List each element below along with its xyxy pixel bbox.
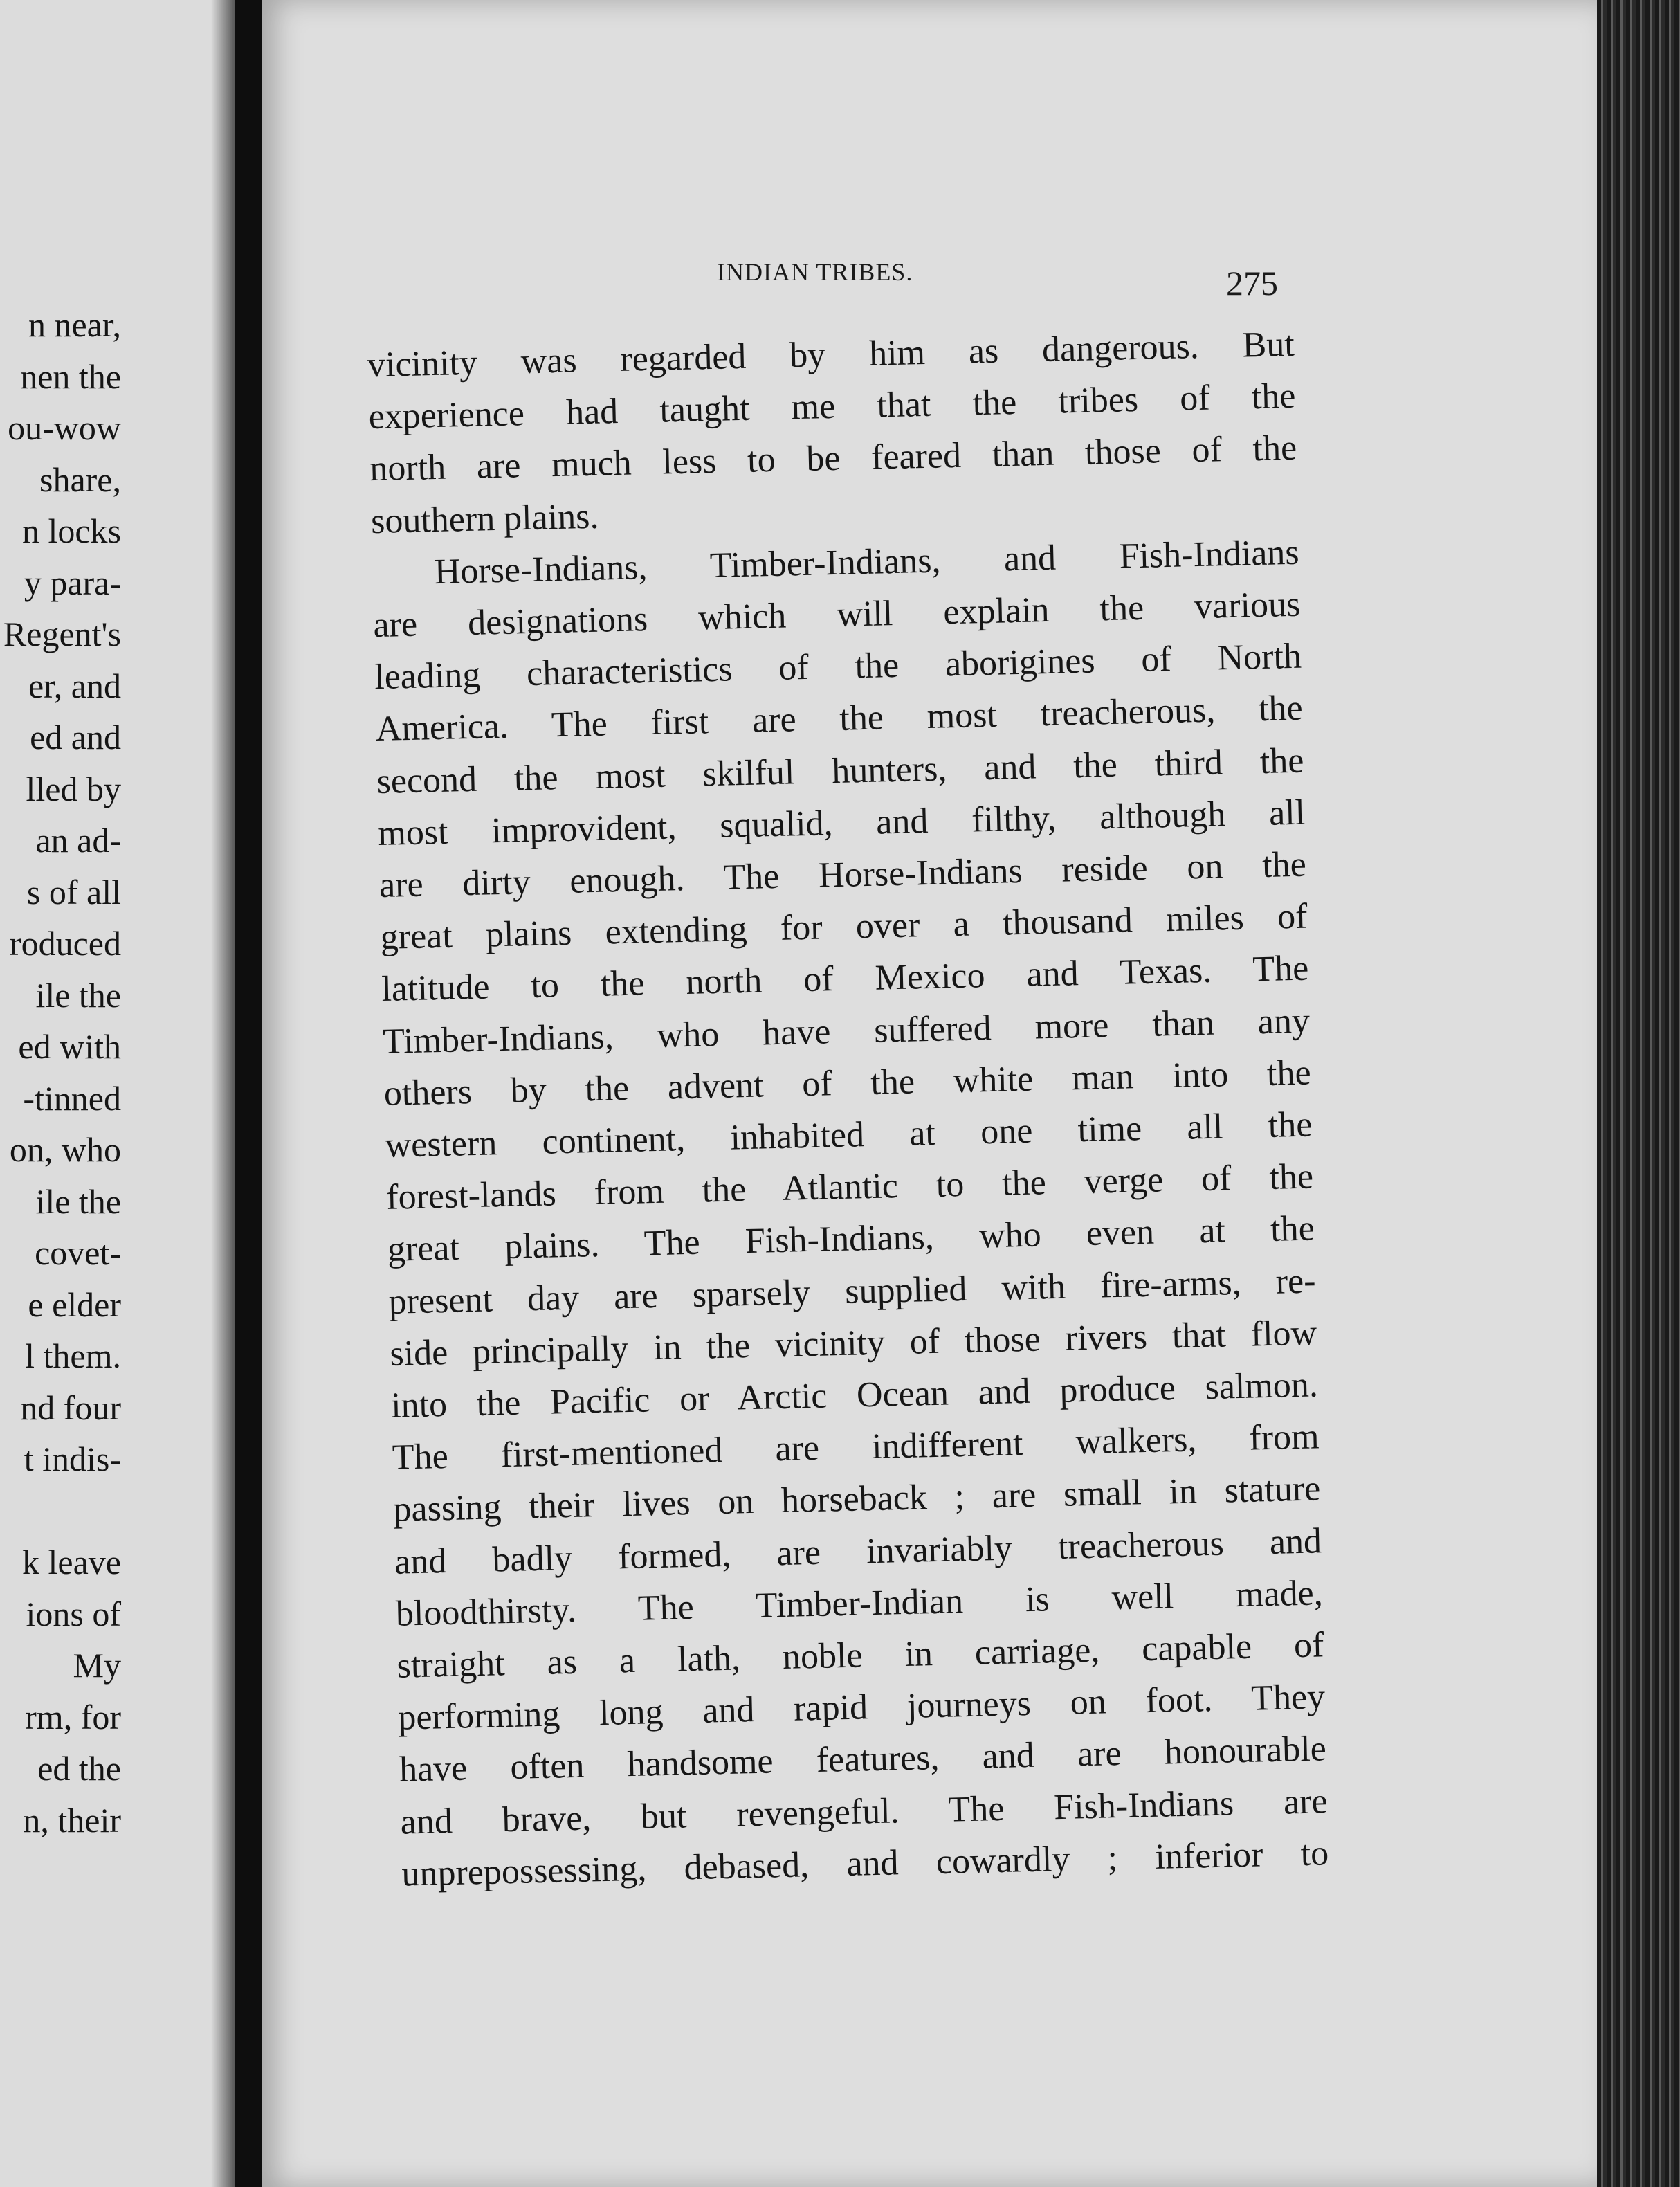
left-page-line: ed the — [37, 1749, 121, 1788]
left-page-line: k leave — [22, 1543, 121, 1581]
body-line: are dirty enough. The Horse-Indians reside on the — [378, 844, 1307, 906]
book-gutter — [235, 0, 263, 2187]
left-page-line: n, their — [23, 1800, 121, 1840]
body-line: have often handsome features, and are honourable — [399, 1729, 1327, 1790]
body-line: into the Pacific or Arctic Ocean and produce salmon. — [390, 1365, 1319, 1426]
body-line: Horse-Indians, Timber-Indians, and Fish-Indians — [434, 532, 1300, 592]
body-line: straight as a lath, noble in carriage, capable of — [396, 1625, 1324, 1686]
body-line: western continent, inhabited at one time all the — [384, 1105, 1313, 1165]
facing-page-left — [0, 0, 235, 2187]
body-line: southern plains. — [370, 496, 600, 541]
left-page-line: y para- — [24, 563, 121, 602]
body-line: latitude to the north of Mexico and Texas. The — [381, 949, 1309, 1010]
left-page-line: e elder — [28, 1285, 121, 1324]
left-page-line: l them. — [25, 1336, 121, 1375]
left-page-line: lled by — [26, 769, 121, 808]
left-page-line: n near, — [28, 305, 121, 344]
body-line: second the most skilful hunters, and the third the — [376, 741, 1304, 801]
body-line: The first-mentioned are indifferent walkers, from — [392, 1417, 1320, 1478]
body-text — [367, 318, 1329, 1900]
body-line: side principally in the vicinity of those rivers that flow — [389, 1313, 1317, 1374]
left-page-line: covet- — [35, 1233, 121, 1272]
left-page-line: ile the — [35, 975, 121, 1015]
left-page-line: an ad- — [35, 821, 121, 860]
body-line: north are much less to be feared than those of the — [369, 428, 1297, 489]
body-line: leading characteristics of the aborigines of North — [374, 636, 1302, 698]
left-page-line: nen the — [20, 356, 121, 396]
left-page-line: ed with — [18, 1027, 121, 1066]
left-page-line: n locks — [21, 511, 121, 550]
gutter-shadow — [211, 0, 235, 2187]
body-line: vicinity was regarded by him as dangerous. But — [367, 324, 1295, 385]
body-line: great plains extending for over a thousand miles of — [380, 896, 1308, 958]
left-page-line: nd four — [20, 1388, 121, 1427]
body-line: present day are sparsely supplied with fire-arms, re- — [388, 1261, 1317, 1322]
body-line: and badly formed, are invariably treacherous and — [394, 1521, 1322, 1582]
left-page-line: ions of — [26, 1594, 121, 1633]
left-page-line: -tinned — [23, 1078, 121, 1118]
body-line: great plains. The Fish-Indians, who even at the — [387, 1208, 1315, 1270]
left-page-line: s of all — [26, 872, 121, 911]
body-line: Timber-Indians, who have suffered more than any — [382, 1001, 1311, 1062]
left-page-line: Regent's — [3, 615, 121, 653]
left-page-line: share, — [39, 460, 121, 499]
body-line: experience had taught me that the tribes of the — [368, 376, 1297, 437]
body-line: forest-lands from the Atlantic to the verge of the — [385, 1156, 1314, 1218]
body-line: unprepossessing, debased, and cowardly ; inferior to — [401, 1833, 1329, 1894]
left-page-line: ed and — [30, 718, 121, 756]
left-page-line: rm, for — [25, 1697, 121, 1736]
page-edges — [1597, 0, 1680, 2187]
page-number: 275 — [1226, 264, 1278, 302]
left-page-line: on, who — [9, 1130, 121, 1169]
body-line: performing long and rapid journeys on foot. They — [397, 1677, 1326, 1738]
left-page-line: My — [73, 1646, 121, 1685]
left-page-line: roduced — [9, 924, 121, 963]
body-line: passing their lives on horseback ; are small in stature — [392, 1469, 1321, 1530]
body-line: and brave, but revengeful. The Fish-Indians are — [400, 1781, 1329, 1842]
body-line: are designations which will explain the various — [372, 584, 1301, 646]
left-page-line: er, and — [28, 666, 121, 705]
left-page-line: ile the — [35, 1181, 121, 1221]
left-page-line: ou-wow — [8, 408, 121, 447]
body-line: bloodthirsty. The Timber-Indian is well made, — [395, 1573, 1324, 1634]
body-line: most improvident, squalid, and filthy, although all — [377, 792, 1306, 853]
body-line: others by the advent of the white man into the — [383, 1053, 1312, 1114]
body-line: America. The first are the most treacherous, the — [375, 689, 1304, 750]
left-page-line: t indis- — [24, 1440, 121, 1478]
running-head: INDIAN TRIBES. — [717, 258, 913, 286]
